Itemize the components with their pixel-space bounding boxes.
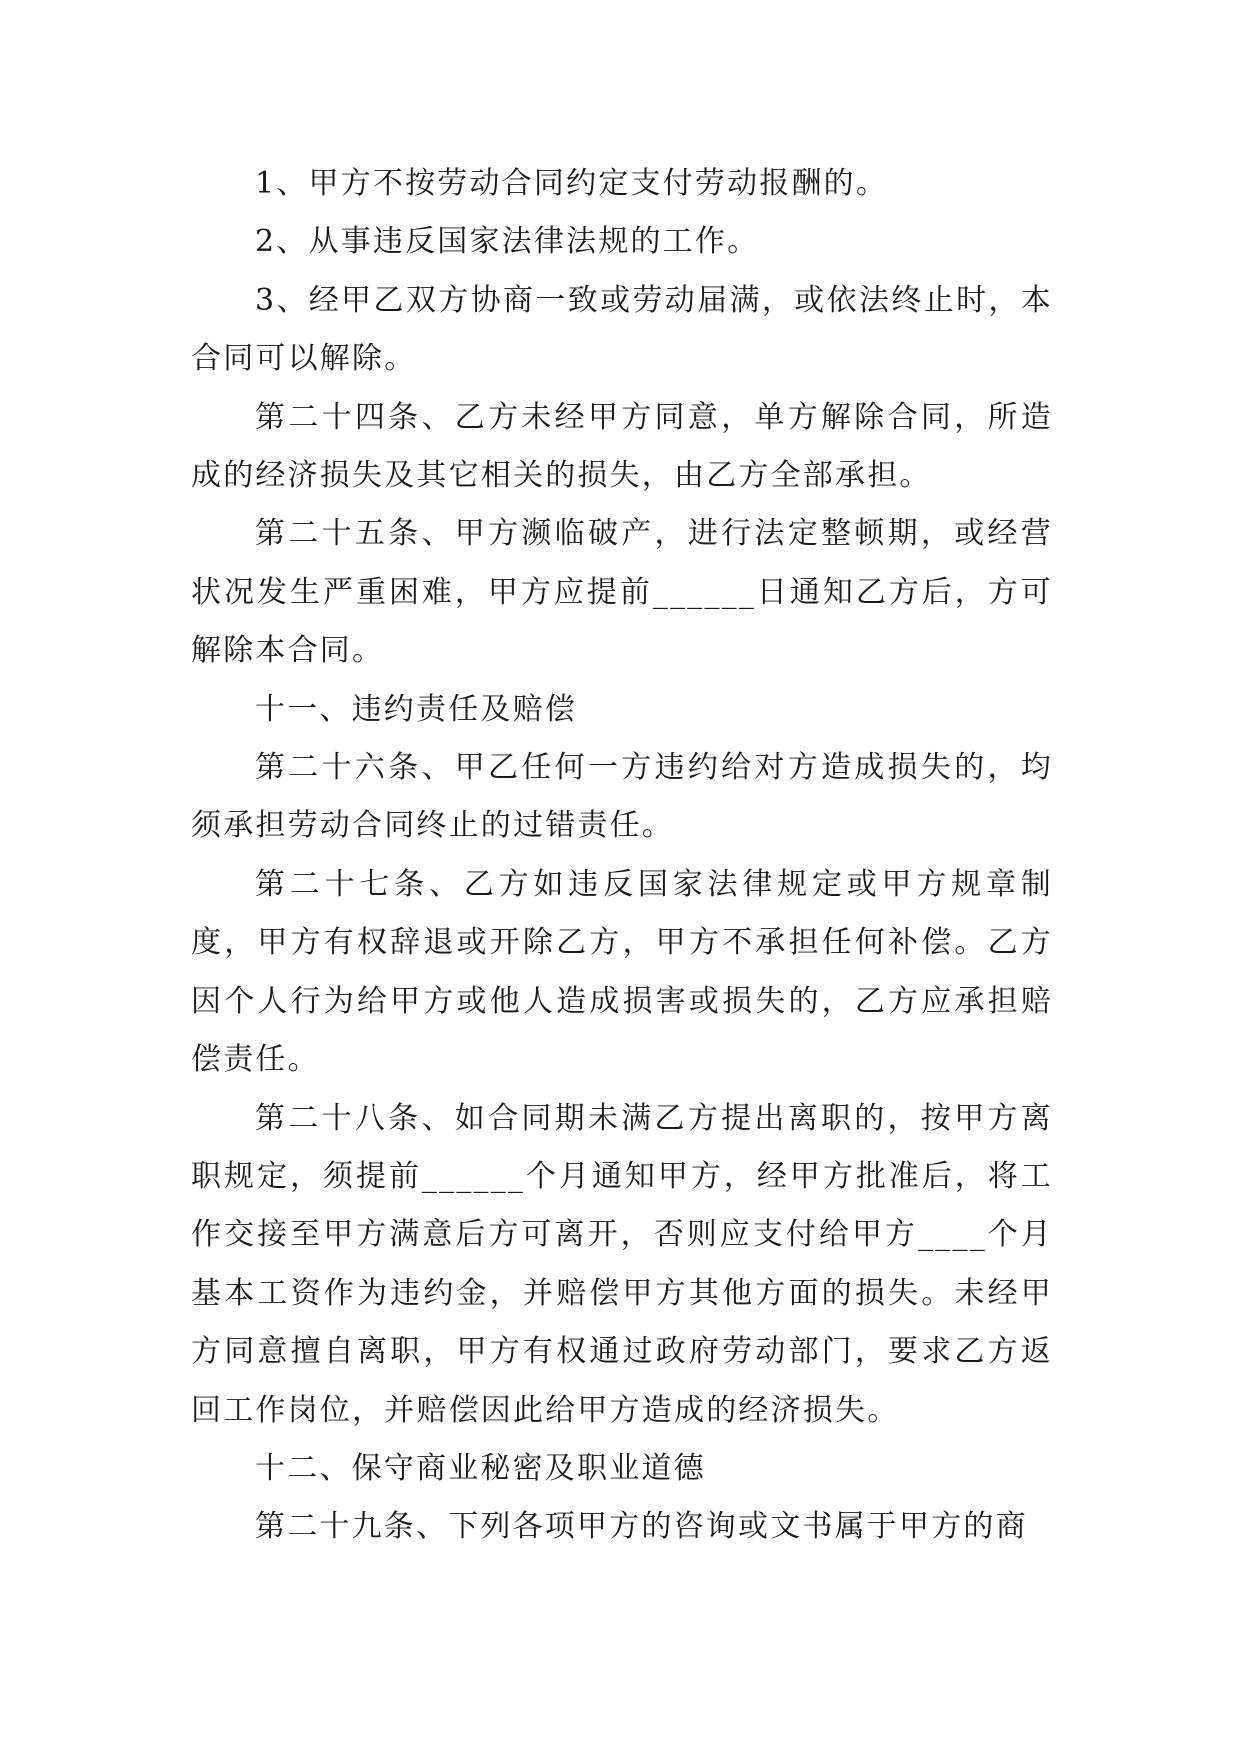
document-body [191,155,1053,1557]
section-heading-12: 十二、保守商业秘密及职业道德 [255,1450,706,1486]
article-29: 第二十九条、下列各项甲方的咨询或文书属于甲方的商 [255,1509,1028,1545]
article-28: 第二十八条、如合同期未满乙方提出离职的，按甲方离职规定，须提前______个月通知甲方，经甲方批准后，将工作交接至甲方满意后方可离开，否则应支付给甲方____个月基本工资作为违约金，并赔偿甲方其他方面的损失。未经甲方同意擅自离职，甲方有权通过政府劳动部门，要求乙方返回工作岗位，并赔偿因此给甲方造成的经济损失。 [191,1100,1053,1428]
article-27: 第二十七条、乙方如违反国家法律规定或甲方规章制度，甲方有权辞退或开除乙方，甲方不承担任何补偿。乙方因个人行为给甲方或他人造成损害或损失的，乙方应承担赔偿责任。 [191,866,1053,1078]
clause-item-3: 3、经甲乙双方协商一致或劳动届满，或依法终止时，本合同可以解除。 [191,282,1053,377]
article-26: 第二十六条、甲乙任何一方违约给对方造成损失的，均须承担劳动合同终止的过错责任。 [191,750,1053,844]
clause-item-2: 2、从事违反国家法律法规的工作。 [255,224,760,260]
article-24: 第二十四条、乙方未经甲方同意，单方解除合同，所造成的经济损失及其它相关的损失，由乙方全部承担。 [191,399,1053,494]
clause-item-1: 1、甲方不按劳动合同约定支付劳动报酬的。 [255,166,889,201]
section-heading-11: 十一、违约责任及赔偿 [255,691,577,727]
article-25: 第二十五条、甲方濒临破产，进行法定整顿期，或经营状况发生严重困难，甲方应提前______日通知乙方后，方可解除本合同。 [191,516,1053,669]
